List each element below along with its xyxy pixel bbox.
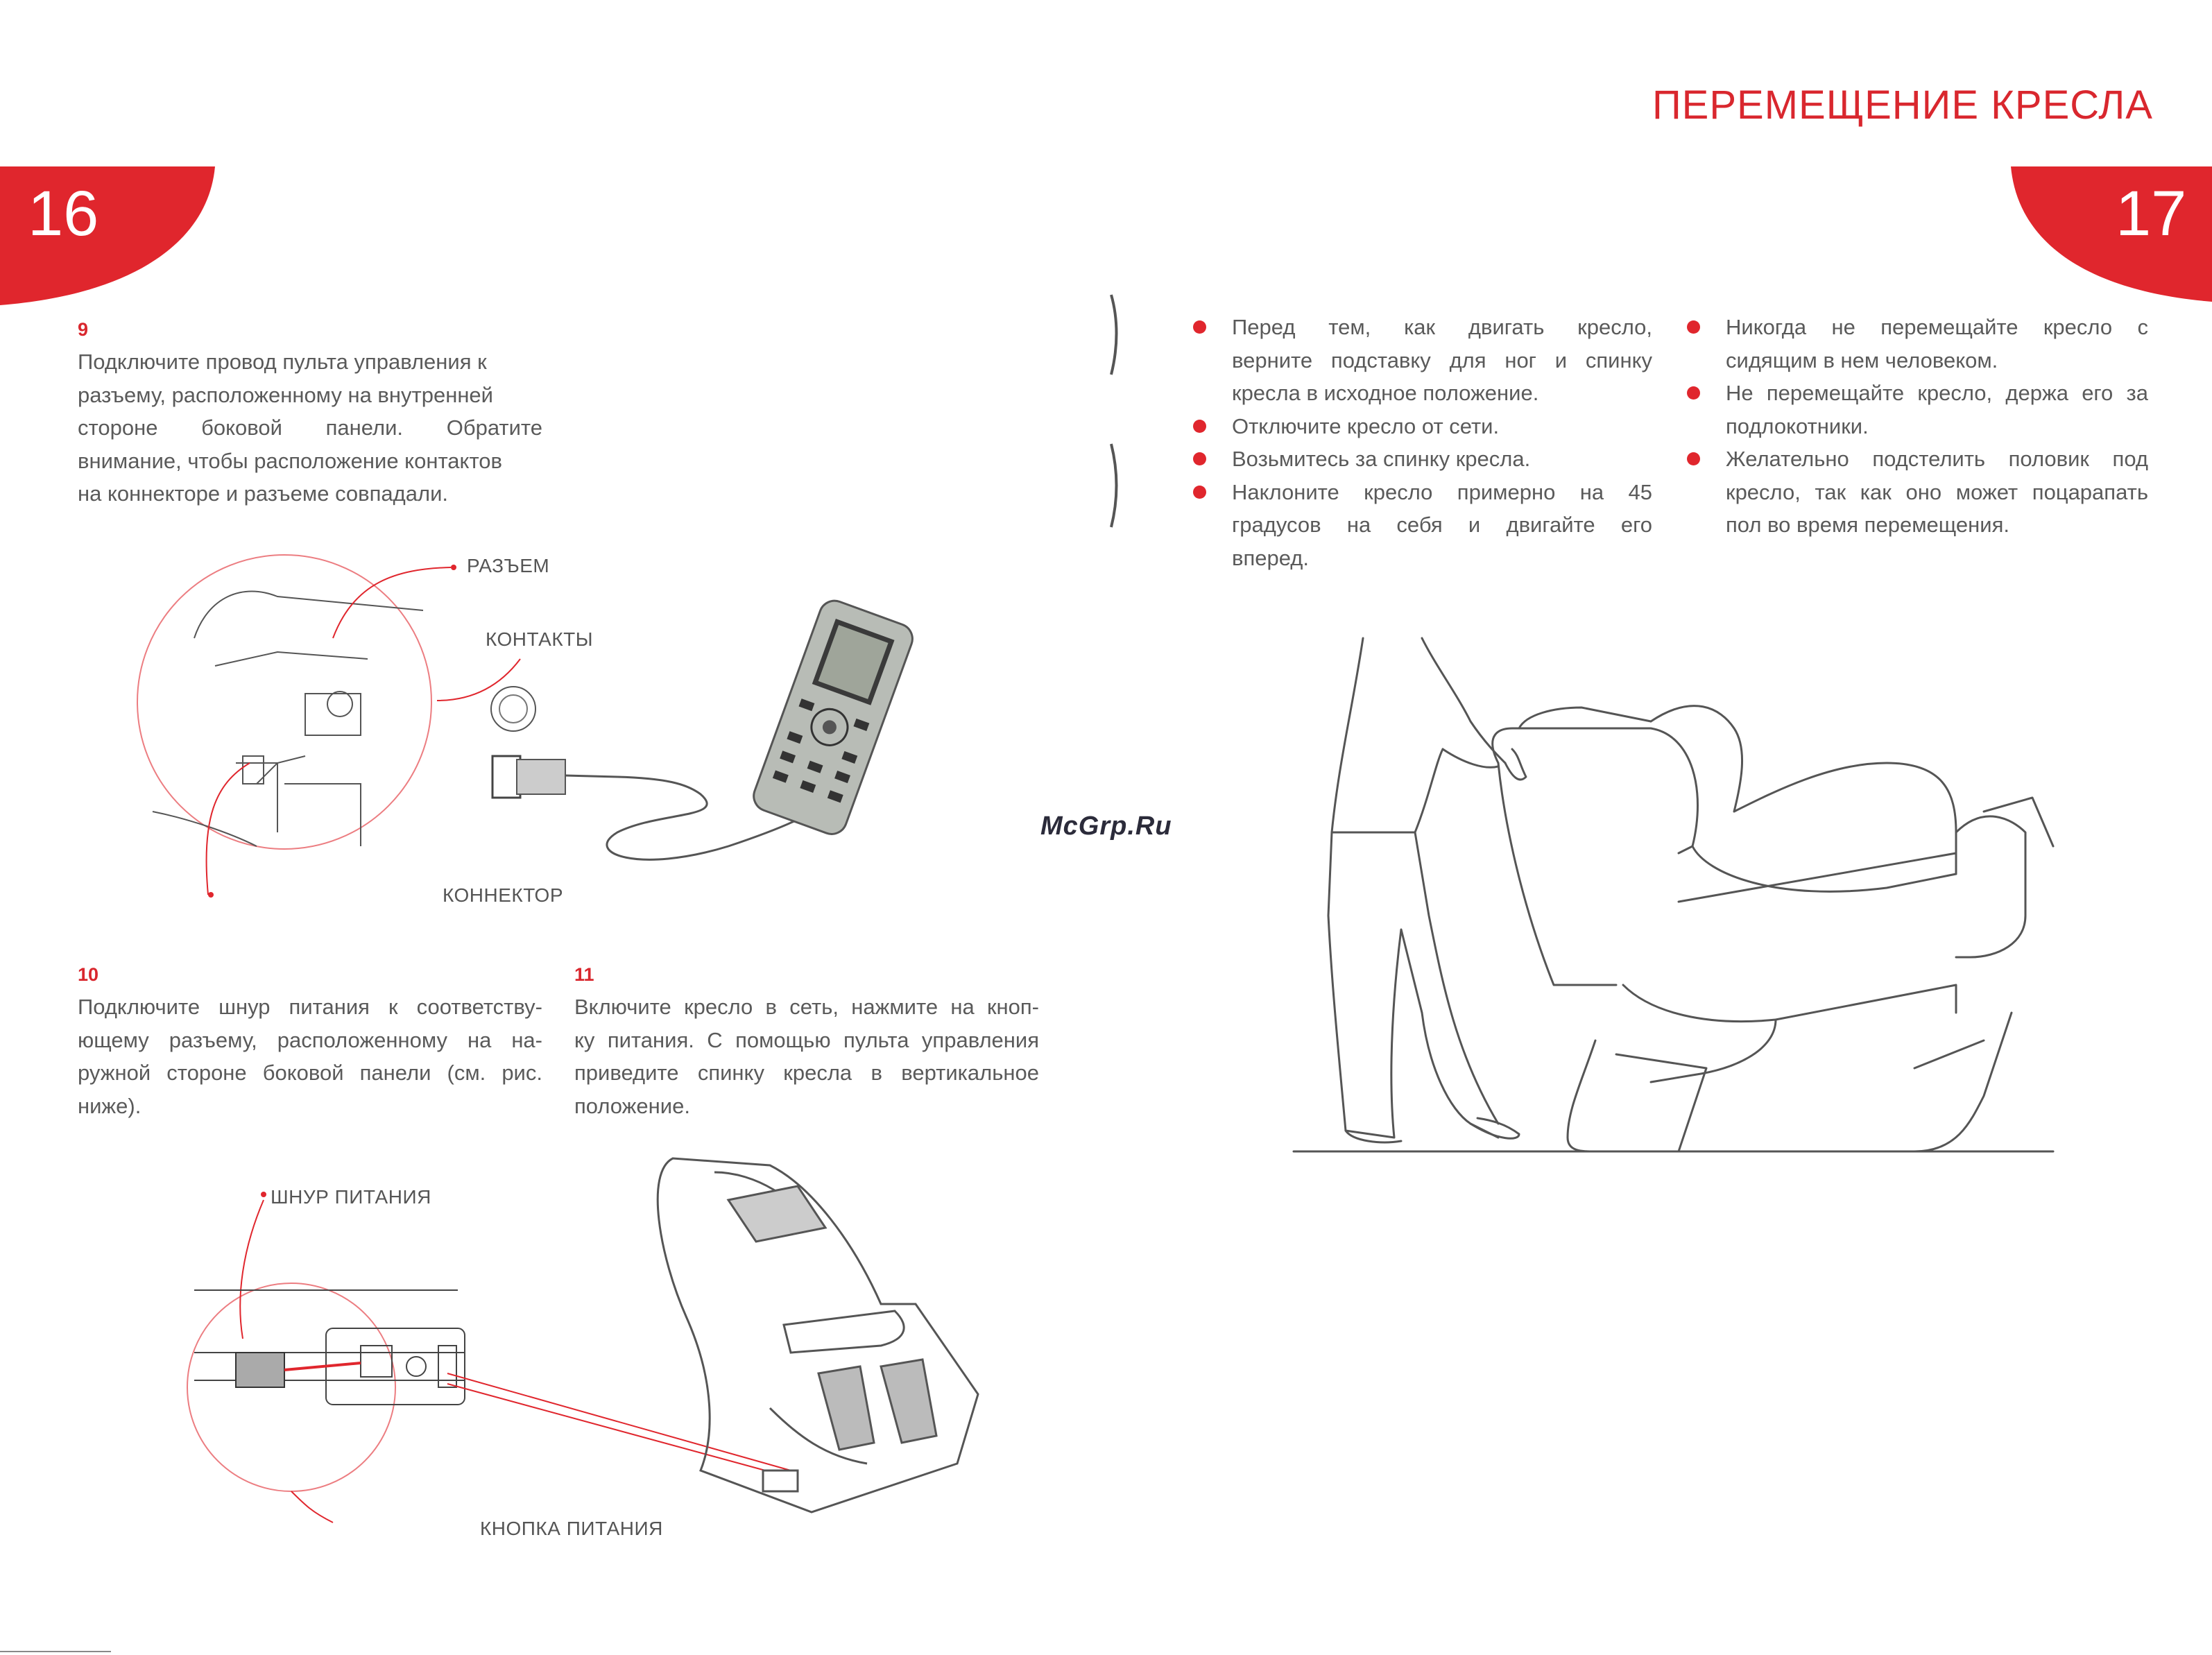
remote-connection-illustration bbox=[132, 555, 1034, 916]
bullet-dot-icon bbox=[1193, 486, 1206, 499]
bullet-item bbox=[1193, 443, 1652, 476]
bullet-line: Перед тем, как двигать кресло, bbox=[1232, 315, 1652, 339]
bullet-line: Не перемещайте кресло, держа его за bbox=[1726, 381, 2148, 405]
bullet-line: верните подставку для ног и спинку bbox=[1232, 348, 1652, 372]
bullet-line: кресла в исходное положение. bbox=[1232, 381, 1539, 405]
step-11-line: положение. bbox=[574, 1093, 690, 1118]
bullet-dot-icon bbox=[1687, 452, 1700, 465]
bullet-line: градусов на себя и двигайте его bbox=[1232, 513, 1652, 537]
bullet-line: кресло, так как оно может поцарапать bbox=[1726, 479, 2148, 504]
step-10-number: 10 bbox=[78, 964, 99, 985]
bullet-line: сидящим в нем человеком. bbox=[1726, 348, 1998, 372]
step-11-line: ку питания. С помощью пульта управления bbox=[574, 1027, 1039, 1052]
step-10-line: Подключите шнур питания к соответству- bbox=[78, 995, 542, 1019]
step-10-line: ниже). bbox=[78, 1093, 142, 1118]
label-connector: КОННЕКТОР bbox=[443, 884, 564, 906]
bullet-dot-icon bbox=[1687, 386, 1700, 400]
bullet-dot-icon bbox=[1193, 320, 1206, 334]
left-page-number: 16 bbox=[28, 178, 99, 249]
bullet-dot-icon bbox=[1193, 452, 1206, 465]
scan-edge-line bbox=[0, 1651, 111, 1652]
bullet-dot-icon bbox=[1193, 420, 1206, 433]
page-title: ПЕРЕМЕЩЕНИЕ КРЕСЛА bbox=[1652, 83, 2153, 128]
step-9-line: разъему, расположенному на внутренней bbox=[78, 382, 493, 407]
power-detail-circle bbox=[187, 1283, 395, 1491]
bullet-line: подлокотники. bbox=[1726, 413, 1869, 438]
bullet-item bbox=[1193, 311, 1652, 410]
moving-chair-illustration bbox=[1290, 624, 2067, 1158]
bullets-right-column bbox=[1687, 311, 2148, 542]
step-9-line: на коннекторе и разъеме совпадали. bbox=[78, 481, 449, 506]
label-power-button: КНОПКА ПИТАНИЯ bbox=[480, 1518, 663, 1539]
step-9-line: Подключите провод пульта управления к bbox=[78, 350, 487, 374]
bullet-item bbox=[1687, 377, 2148, 443]
bullets-left-column bbox=[1193, 311, 1652, 574]
bullet-line: Возьмитесь за спинку кресла. bbox=[1232, 447, 1531, 471]
step-10-text bbox=[78, 991, 542, 1122]
step-11-text bbox=[574, 991, 1039, 1122]
step-10-line: ющему разъему, расположенному на на- bbox=[78, 1027, 542, 1052]
detail-circle bbox=[137, 555, 431, 849]
step-11-line: Включите кресло в сеть, нажмите на кноп- bbox=[574, 995, 1039, 1019]
watermark: McGrp.Ru bbox=[1040, 812, 1172, 841]
binding-marks bbox=[1103, 291, 1131, 569]
bullet-dot-icon bbox=[1687, 320, 1700, 334]
step-9-text bbox=[78, 345, 542, 511]
bullet-item bbox=[1687, 311, 2148, 377]
bullet-item bbox=[1687, 443, 2148, 542]
bullet-line: вперед. bbox=[1232, 545, 1309, 570]
bullet-line: Наклоните кресло примерно на 45 bbox=[1232, 479, 1652, 504]
step-9-number: 9 bbox=[78, 319, 89, 340]
step-9-line: стороне боковой панели. Обратите bbox=[78, 415, 542, 440]
label-power-cord: ШНУР ПИТАНИЯ bbox=[271, 1186, 431, 1208]
right-page-number: 17 bbox=[2116, 178, 2187, 249]
bullet-line: Никогда не перемещайте кресло с bbox=[1726, 315, 2148, 339]
step-9-line: внимание, чтобы расположение контактов bbox=[78, 448, 503, 473]
step-11-line: приведите спинку кресла в вертикальное bbox=[574, 1061, 1039, 1085]
bullet-line: пол во время перемещения. bbox=[1726, 513, 2009, 537]
bullet-item bbox=[1193, 410, 1652, 443]
label-contacts: КОНТАКТЫ bbox=[486, 628, 594, 650]
label-socket: РАЗЪЕМ bbox=[467, 555, 550, 576]
bullet-line: Желательно подстелить половик под bbox=[1726, 447, 2148, 471]
step-10-line: ружной стороне боковой панели (см. рис. bbox=[78, 1061, 542, 1085]
bullet-item bbox=[1193, 476, 1652, 575]
bullet-line: Отключите кресло от сети. bbox=[1232, 413, 1500, 438]
step-11-number: 11 bbox=[574, 964, 594, 985]
